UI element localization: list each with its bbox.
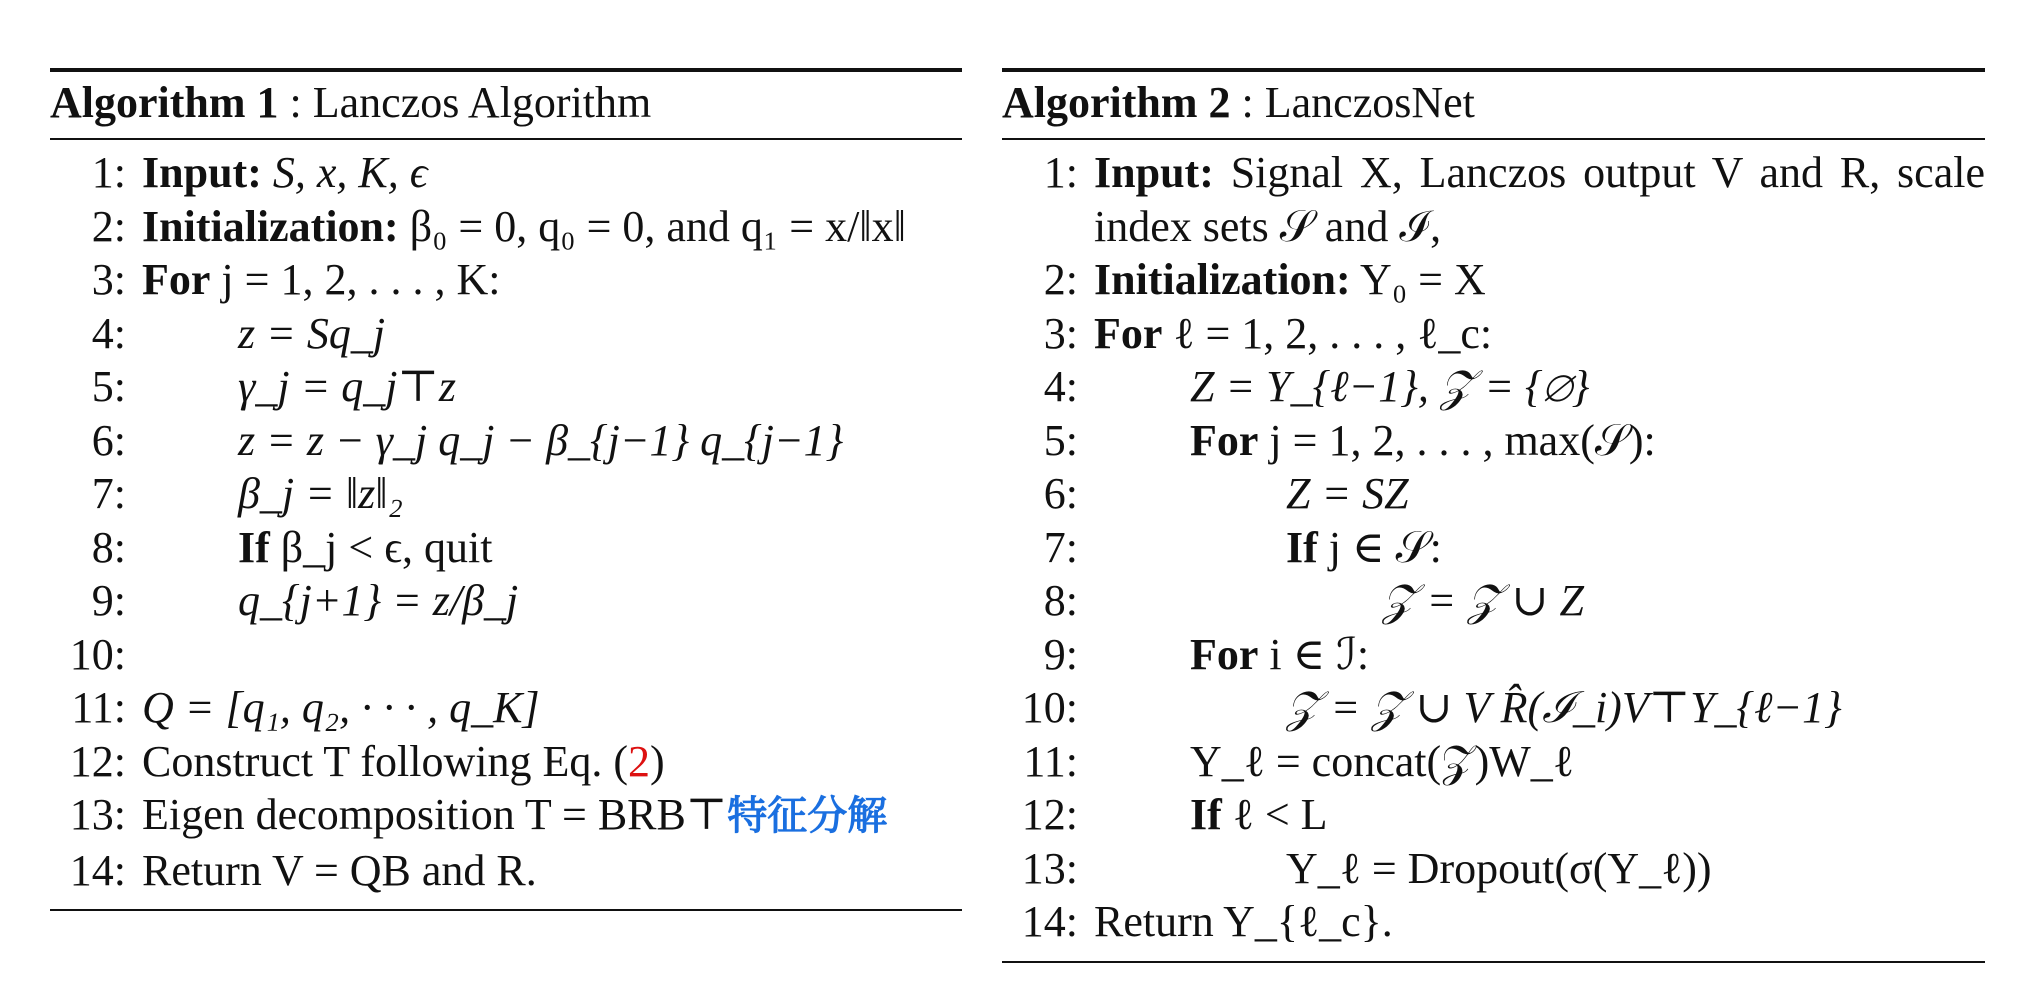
line-text: ℓ = 1, 2, . . . , ℓ_c:	[1162, 308, 1493, 358]
algo2-line-9	[1002, 628, 1985, 682]
line-number: 9:	[1043, 629, 1078, 679]
algo2-line-8	[1002, 574, 1985, 628]
algo1-line-6	[50, 414, 962, 468]
line-text: z = Sq_j	[238, 308, 386, 358]
handwritten-annotation: 特征分解	[727, 793, 888, 839]
algo1-line-8	[50, 521, 962, 575]
keyword: For	[1094, 308, 1163, 358]
algo2-line-4	[1002, 360, 1985, 414]
line-number: 1:	[91, 148, 126, 197]
algorithm-2-header	[1002, 72, 1985, 138]
line-text: 𝒵 = 𝒵 ∪ V R̂(ℐ_i)V⊤Y_{ℓ−1}	[1286, 683, 1842, 732]
keyword: Initialization:	[1094, 255, 1351, 304]
line-text: j = 1, 2, . . . , max(𝒮):	[1258, 415, 1656, 465]
algorithm-title: : LanczosNet	[1230, 78, 1475, 127]
keyword: For	[1190, 629, 1259, 679]
line-text: z = z − γ_j q_j − β_{j−1} q_{j−1}	[238, 415, 844, 465]
line-text: Q = [q₁, q₂, · · · , q_K]	[142, 683, 540, 732]
line-number: 7:	[91, 469, 126, 518]
line-number: 13:	[69, 790, 126, 839]
line-number: 5:	[91, 362, 126, 411]
keyword: If	[1190, 790, 1222, 839]
algo1-line-3	[50, 253, 962, 307]
line-number: 4:	[1043, 362, 1078, 411]
algo2-line-2	[1002, 253, 1985, 307]
algo1-line-14	[50, 844, 962, 898]
algorithm-title: : Lanczos Algorithm	[278, 78, 652, 127]
algo1-line-2	[50, 200, 962, 254]
keyword: Initialization:	[142, 201, 399, 251]
line-number: 8:	[1043, 576, 1078, 625]
line-text: i ∈ ℐ:	[1258, 629, 1370, 679]
line-text: 𝒵 = 𝒵 ∪ Z	[1382, 576, 1584, 625]
line-text: j = 1, 2, . . . , K:	[210, 255, 501, 304]
line-text: Signal X, Lanczos output V and R, scale index sets 𝒮 and ℐ,	[1094, 148, 1985, 251]
line-number: 5:	[1043, 415, 1078, 465]
line-text: Eigen decomposition T = BRB⊤	[142, 790, 728, 839]
line-text: Y_ℓ = Dropout(σ(Y_ℓ))	[1286, 843, 1712, 893]
algorithm-1-header	[50, 72, 962, 138]
algo1-line-4	[50, 307, 962, 361]
algo2-line-10	[1002, 681, 1985, 735]
line-number: 14:	[69, 845, 126, 895]
algo1-line-9	[50, 574, 962, 628]
algorithm-2-block	[1002, 68, 1985, 963]
algo1-line-13	[50, 788, 962, 844]
line-number: 14:	[1021, 897, 1078, 946]
algorithm-2-lines	[1002, 140, 1985, 961]
algo1-line-10	[50, 628, 962, 682]
algo1-line-12	[50, 735, 962, 789]
algorithm-1-lines	[50, 140, 962, 909]
line-text: Y₀ = X	[1350, 255, 1486, 304]
line-number: 11:	[71, 683, 126, 732]
line-text: q_{j+1} = z/β_j	[238, 576, 519, 625]
line-text: Return Y_{ℓ_c}.	[1094, 897, 1393, 946]
line-number: 2:	[1043, 255, 1078, 304]
line-text: ℓ < L	[1221, 790, 1328, 839]
line-number: 6:	[1043, 469, 1078, 518]
line-text: γ_j = q_j⊤z	[238, 362, 456, 411]
equation-reference-link[interactable]: 2	[628, 736, 651, 786]
line-number: 12:	[69, 736, 126, 786]
algo2-line-11	[1002, 735, 1985, 789]
line-text: Return V = QB and R.	[142, 845, 537, 895]
line-number: 1:	[1043, 148, 1078, 197]
line-number: 6:	[91, 415, 126, 465]
algo1-line-5	[50, 360, 962, 414]
algo2-line-14	[1002, 895, 1985, 949]
keyword: For	[142, 255, 211, 304]
keyword: Input:	[142, 148, 262, 197]
algorithm-label: Algorithm 2	[1002, 78, 1231, 127]
bottom-rule	[50, 909, 962, 911]
line-text: β₀ = 0, q₀ = 0, and q₁ = x/‖x‖	[398, 201, 906, 251]
algo2-line-13	[1002, 842, 1985, 896]
algo1-line-11	[50, 681, 962, 735]
line-number: 12:	[1021, 790, 1078, 839]
algo2-line-1	[1002, 146, 1985, 253]
line-number: 3:	[1043, 308, 1078, 358]
keyword: If	[1286, 522, 1318, 572]
keyword: Input:	[1094, 148, 1214, 197]
algo2-line-3	[1002, 307, 1985, 361]
line-number: 13:	[1021, 843, 1078, 893]
bottom-rule	[1002, 961, 1985, 963]
line-text: β_j = ‖z‖₂	[238, 469, 403, 518]
line-number: 7:	[1043, 522, 1078, 572]
line-text: S, x, K, ϵ	[261, 148, 428, 197]
line-text: Y_ℓ = concat(𝒵)W_ℓ	[1190, 736, 1574, 786]
line-number: 10:	[1021, 683, 1078, 732]
keyword: If	[238, 522, 270, 572]
line-number: 2:	[91, 201, 126, 251]
line-number: 11:	[1023, 736, 1078, 786]
algo2-line-5	[1002, 414, 1985, 468]
line-text: Z = SZ	[1286, 469, 1409, 518]
line-text: Z = Y_{ℓ−1}, 𝒵 = {∅}	[1190, 362, 1590, 411]
algo2-line-6	[1002, 467, 1985, 521]
line-text-after: )	[650, 736, 665, 786]
algorithm-1-block	[50, 68, 962, 911]
algorithm-label: Algorithm 1	[50, 78, 279, 127]
line-number: 4:	[91, 308, 126, 358]
line-number: 9:	[91, 576, 126, 625]
algo2-line-12	[1002, 788, 1985, 842]
algo2-line-7	[1002, 521, 1985, 575]
algo1-line-1	[50, 146, 962, 200]
line-text: Construct T following Eq. (	[142, 736, 629, 786]
line-number: 3:	[91, 255, 126, 304]
line-text: j ∈ 𝒮:	[1317, 522, 1442, 572]
line-number: 8:	[91, 522, 126, 572]
algo1-line-7	[50, 467, 962, 521]
line-text: β_j < ϵ, quit	[269, 522, 493, 572]
line-text	[142, 628, 962, 682]
line-number: 10:	[69, 629, 126, 679]
keyword: For	[1190, 415, 1259, 465]
